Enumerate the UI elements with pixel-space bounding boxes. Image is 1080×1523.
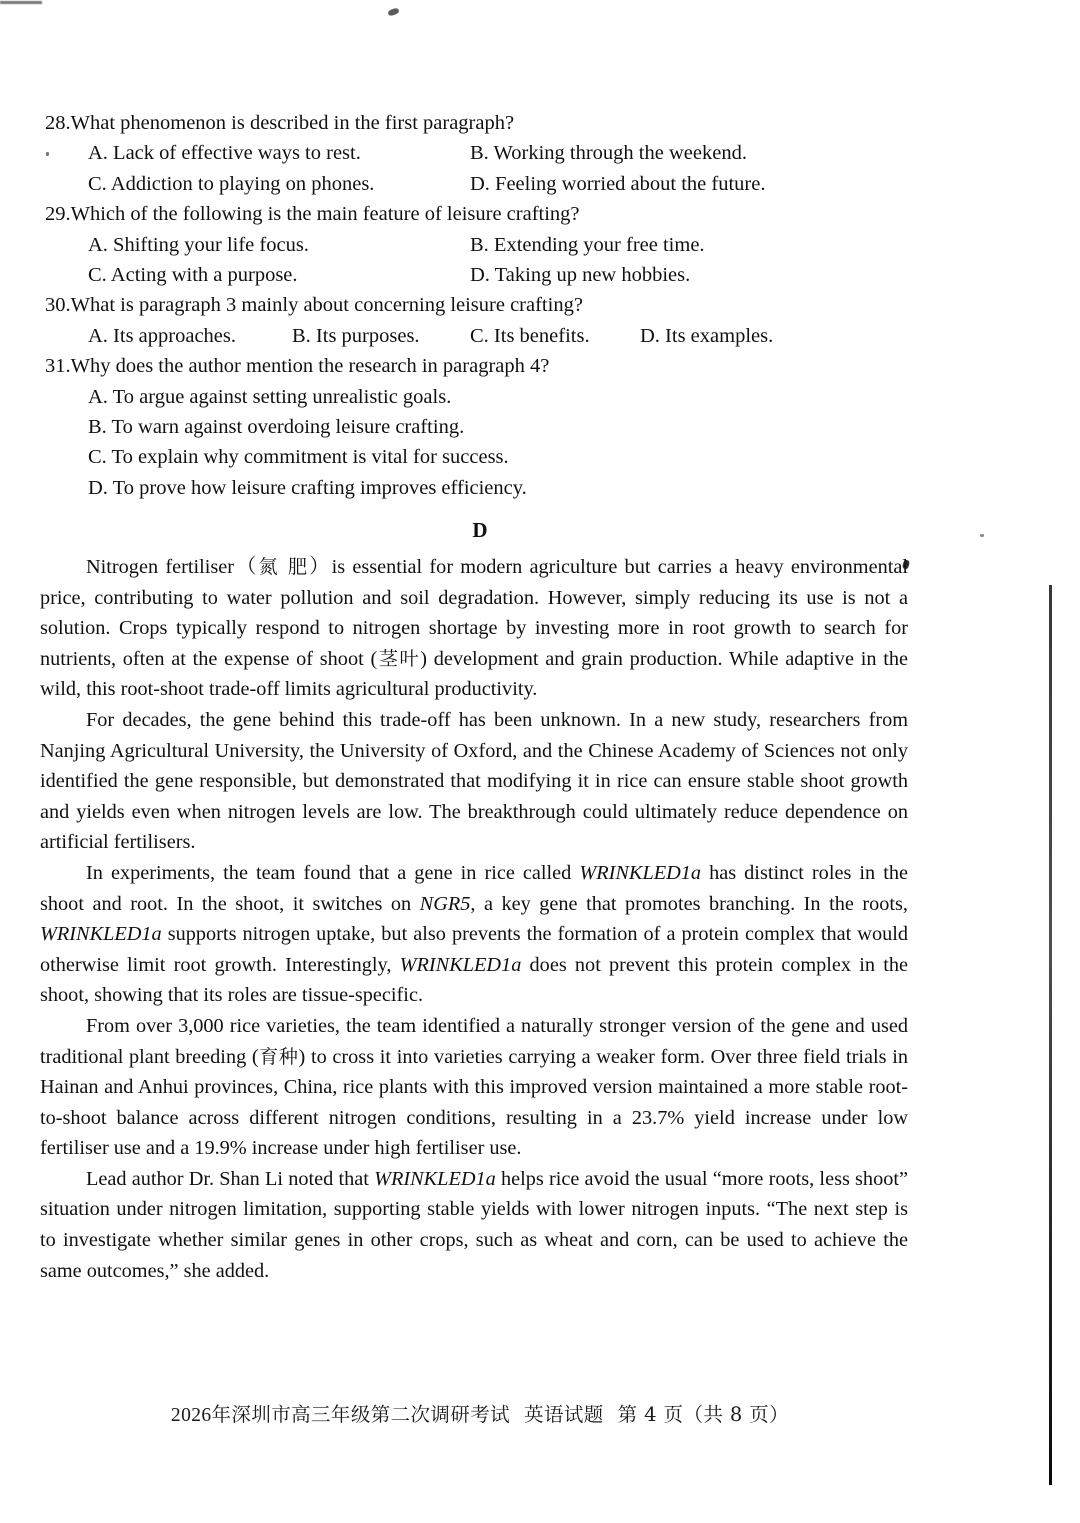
- passage-body: [40, 552, 908, 1286]
- gene-name: WRINKLED1a: [40, 923, 162, 946]
- question-option[interactable]: B. Working through the weekend.: [470, 142, 747, 165]
- option-row: [45, 138, 925, 168]
- question-text: What phenomenon is described in the first paragraph?: [70, 112, 515, 134]
- passage-paragraph: [40, 858, 908, 1011]
- passage-text: Nitrogen fertiliser（: [86, 556, 259, 578]
- passage-text: In experiments, the team found that a gene in rice called: [86, 861, 580, 884]
- question-option[interactable]: D. Taking up new hobbies.: [470, 263, 691, 286]
- question-option[interactable]: C. Addiction to playing on phones.: [88, 172, 375, 195]
- question-option[interactable]: A. To argue against setting unrealistic goals.: [88, 385, 452, 408]
- question-option[interactable]: A. Its approaches.: [88, 324, 237, 347]
- gene-name: WRINKLED1a: [579, 861, 702, 884]
- question-stem: [45, 108, 925, 138]
- question-number: 31.: [45, 355, 71, 378]
- footer-subject: 英语试题: [524, 1403, 604, 1426]
- scan-edge-artifact-right: [1049, 585, 1052, 1485]
- chinese-gloss: 育种: [258, 1045, 299, 1068]
- question-option[interactable]: B. Extending your free time.: [470, 233, 705, 256]
- passage-text: For decades, the gene behind this trade-off has been unknown. In a new study, researchers from Nanjing Agricultural University, the University of Oxford, and the Chinese Academy of Sciences not only identified the gene responsible, but demonstrated that modifying it in rice can ensure stable shoot growth and yields even when nitrogen levels are low. The breakthrough could ultimately reduce dependence on artificial fertilisers.: [40, 708, 908, 854]
- scan-speck-icon: [387, 7, 399, 16]
- question-option[interactable]: B. To warn against overdoing leisure crafting.: [88, 415, 465, 438]
- footer-exam-title: 年深圳市高三年级第二次调研考试: [211, 1403, 511, 1426]
- question-stem: [45, 199, 925, 229]
- option-row: [45, 230, 925, 260]
- question-option[interactable]: D. To prove how leisure crafting improves efficiency.: [88, 476, 527, 499]
- scan-speck-icon: [980, 534, 984, 537]
- passage-paragraph: [40, 1164, 908, 1286]
- question-stem: [45, 290, 925, 320]
- passage-paragraph: [40, 552, 908, 705]
- footer-page-number: 第 4 页（共 8 页）: [617, 1403, 790, 1426]
- footer-year: 2026: [170, 1405, 212, 1426]
- option-row: [45, 169, 925, 199]
- passage-heading: D: [472, 518, 488, 542]
- passage-text: From over 3,000 rice varieties, the team identified a naturally stronger version of the gene and used traditional plant breeding (: [40, 1014, 908, 1068]
- question-option[interactable]: D. Its examples.: [640, 324, 774, 347]
- passage-text: , a key gene that promotes branching. In the roots,: [470, 892, 908, 915]
- option-row: [45, 321, 925, 351]
- question-number: 29.: [45, 203, 71, 226]
- gene-name: WRINKLED1a: [374, 1167, 496, 1190]
- chinese-gloss: 茎叶: [377, 647, 421, 670]
- passage-text: helps rice avoid the usual “more roots, less shoot” situation under nitrogen limitation, supporting stable yields with lower nitrogen inputs. “The next step is to investigate whether similar genes in other crops, such as wheat and corn, can be used to achieve the same outcomes,” she added.: [40, 1167, 908, 1282]
- question-text: What is paragraph 3 mainly about concerning leisure crafting?: [70, 294, 583, 317]
- passage-paragraph: [40, 705, 908, 858]
- page-footer: [0, 1399, 960, 1427]
- question-option[interactable]: C. To explain why commitment is vital for success.: [88, 446, 509, 469]
- question-option[interactable]: D. Feeling worried about the future.: [470, 172, 766, 195]
- passage-text: ) development and grain production. While adaptive in the wild, this root-shoot trade-off limits agricultural productivity.: [40, 647, 908, 701]
- passage-text: does not prevent this protein complex in the shoot, showing that its roles are tissue-specific.: [40, 953, 909, 1007]
- passage-text: ）is essential for modern agriculture but carries a heavy environmental price, contributing to water pollution and soil degradation. However, simply reducing its use is not a solution. Crops typically respond to nitrogen shortage by investing more in root growth to search for nutrients, often at the expense of shoot (: [40, 556, 908, 670]
- question-option[interactable]: A. Lack of effective ways to rest.: [88, 142, 361, 165]
- question-number: 28.: [45, 112, 71, 134]
- gene-name: NGR5: [419, 892, 471, 915]
- option-row: [45, 260, 925, 290]
- chinese-gloss: 氮 肥: [258, 556, 310, 578]
- passage-text: has distinct roles in the shoot and root. In the shoot, it switches on: [40, 861, 908, 915]
- question-option[interactable]: C. Its benefits.: [470, 324, 590, 347]
- gene-name: WRINKLED1a: [399, 953, 522, 976]
- question-list: [45, 108, 925, 503]
- passage-paragraph: [40, 1011, 908, 1164]
- question-option[interactable]: B. Its purposes.: [292, 324, 420, 347]
- passage-text: ) to cross it into varieties carrying a weaker form. Over three field trials in Hainan and Anhui provinces, China, rice plants with this improved version maintained a more stable root-to-shoot balance across different nitrogen conditions, resulting in a 23.7% yield increase under low fertiliser use and a 19.9% increase under high fertiliser use.: [40, 1045, 908, 1160]
- question-text: Which of the following is the main feature of leisure crafting?: [70, 203, 580, 226]
- question-number: 30.: [45, 294, 71, 317]
- question-stem: [45, 351, 925, 381]
- question-option[interactable]: C. Acting with a purpose.: [88, 263, 298, 286]
- question-text: Why does the author mention the research in paragraph 4?: [70, 355, 550, 378]
- passage-text: supports nitrogen uptake, but also prevents the formation of a protein complex that would otherwise limit root growth. Interestingly,: [40, 923, 908, 976]
- passage-text: Lead author Dr. Shan Li noted that: [86, 1167, 375, 1190]
- question-option[interactable]: A. Shifting your life focus.: [88, 233, 309, 256]
- scan-edge-artifact-top-left: [0, 1, 42, 4]
